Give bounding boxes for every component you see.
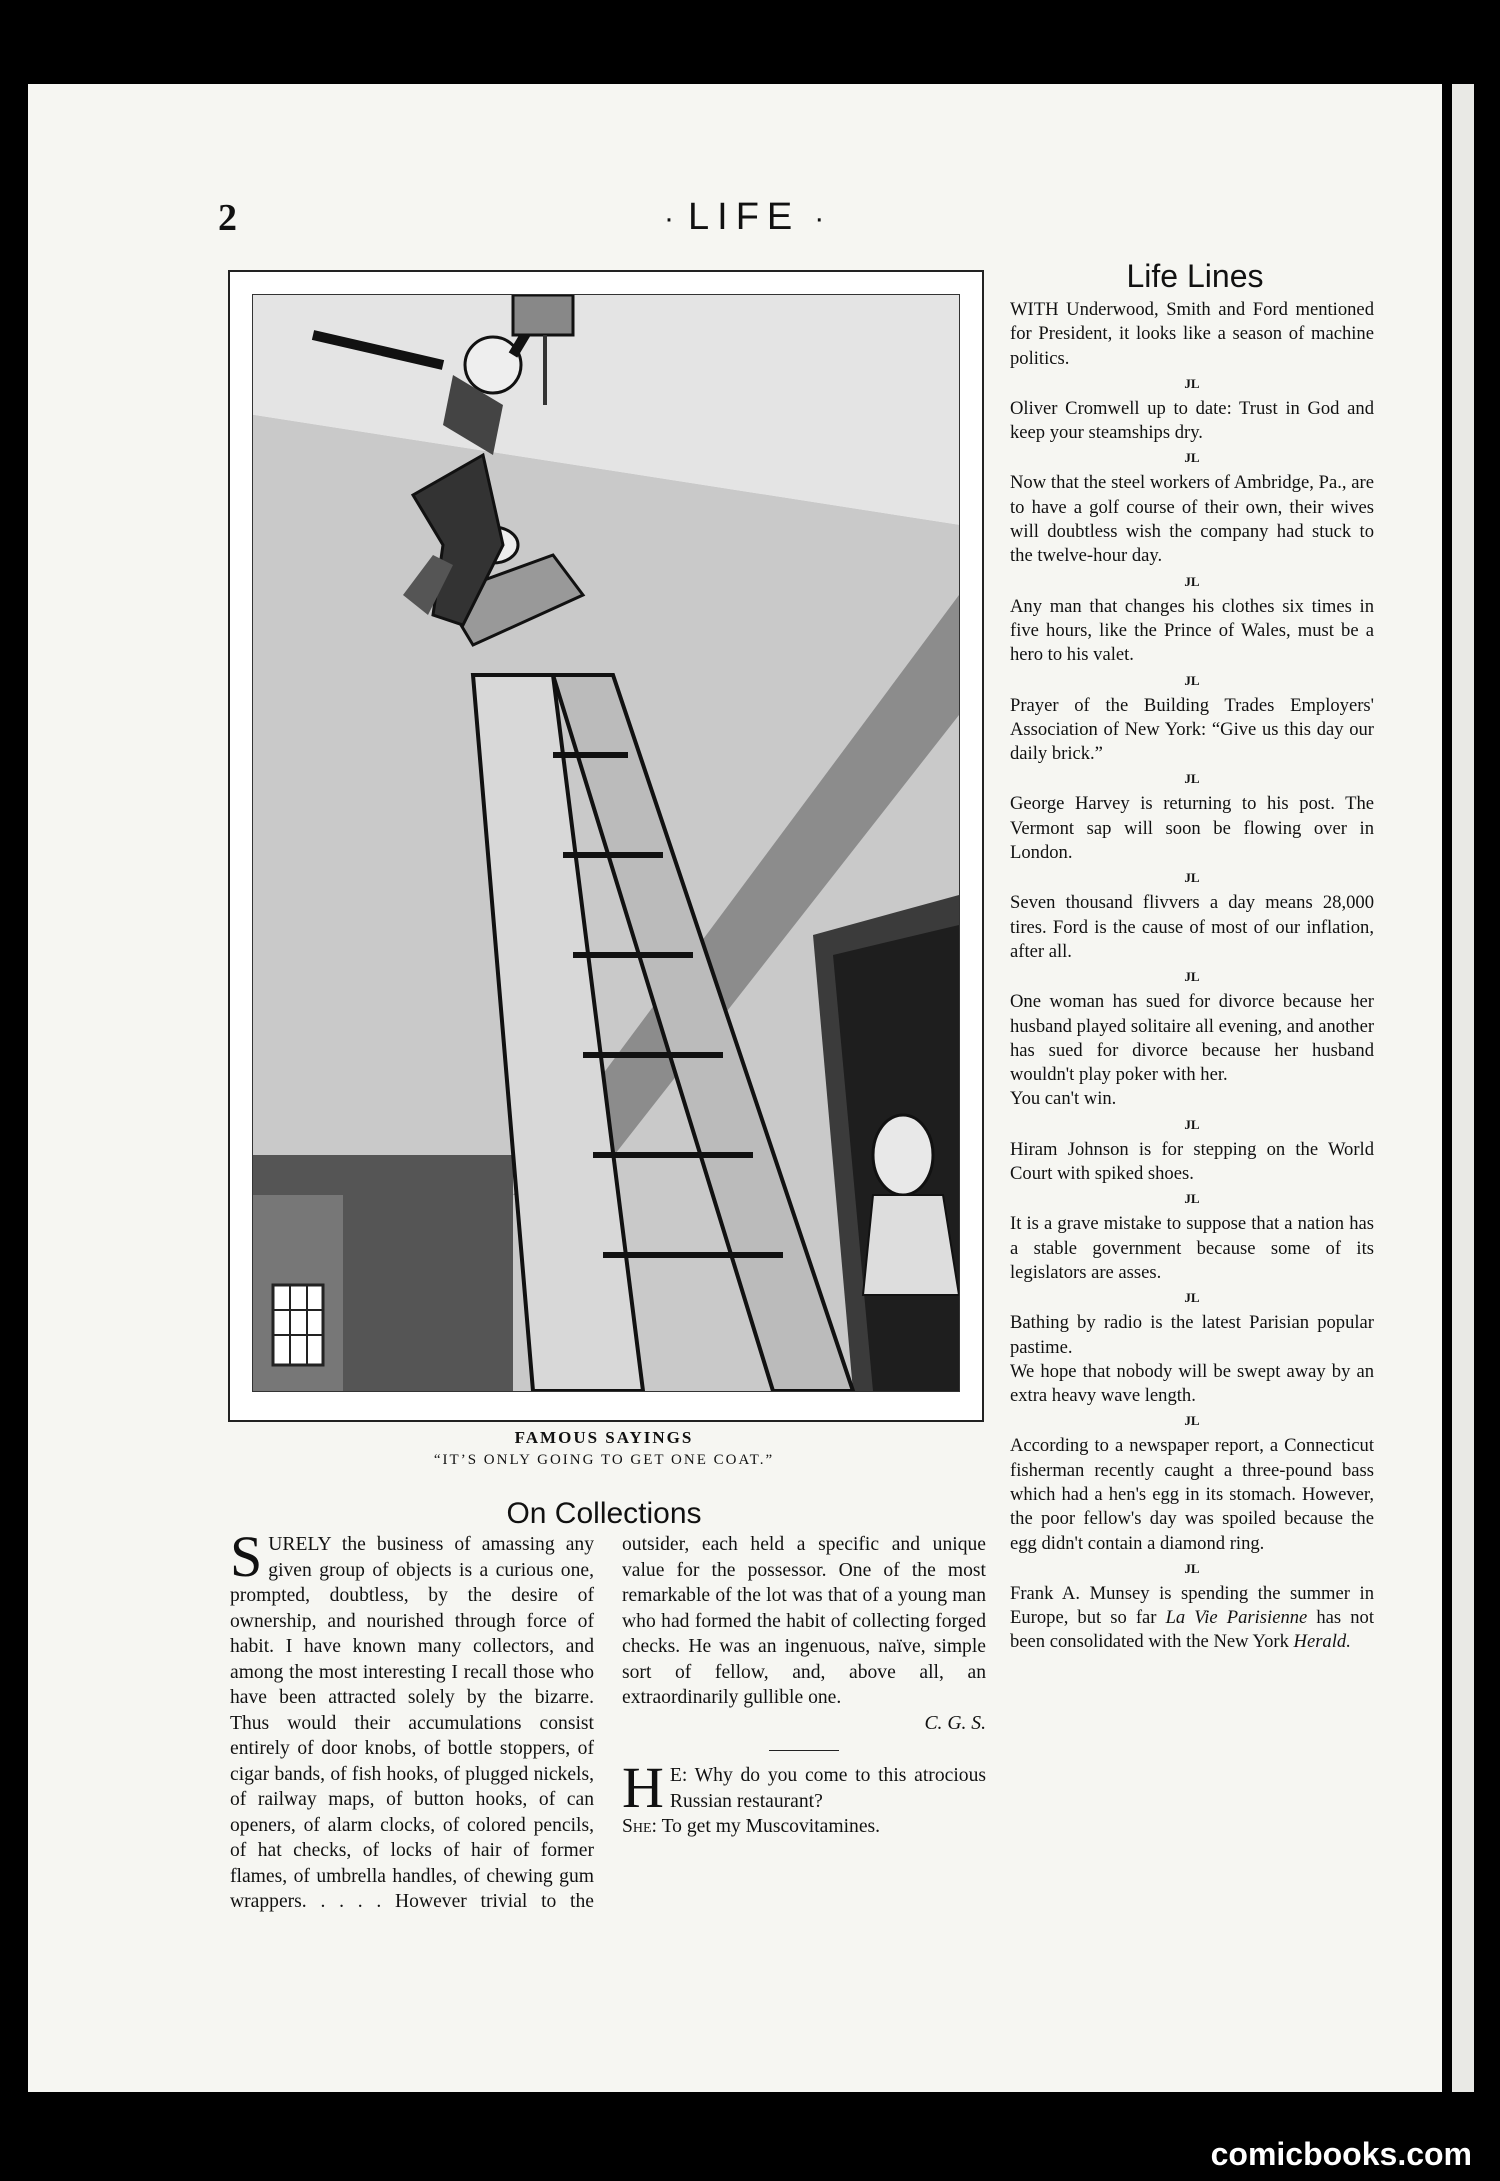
- life-line-item: Now that the steel workers of Ambridge, Pa., are to have a golf course of their own, their wives will doubtless wish the company had stuck to the twelve-hour day.: [1010, 472, 1374, 567]
- life-line-item: George Harvey is returning to his post. The Vermont sap will soon be flowing over in London.: [1010, 793, 1374, 864]
- painter-on-ladder-drawing: [253, 295, 959, 1391]
- signature: C. G. S.: [924, 1712, 986, 1734]
- item-separator: JL: [1184, 375, 1200, 391]
- item-separator: JL: [1184, 969, 1200, 985]
- item-separator: JL: [1184, 870, 1200, 886]
- life-line-item: Bathing by radio is the latest Parisian popular pastime.: [1010, 1312, 1374, 1358]
- cartoon-caption-quote: “IT’S ONLY GOING TO GET ONE COAT.”: [433, 1452, 775, 1468]
- item-separator: JL: [1184, 573, 1200, 589]
- cartoon-illustration: [252, 294, 960, 1392]
- item-separator: JL: [1184, 450, 1200, 466]
- item-separator: JL: [1184, 1116, 1200, 1132]
- dropcap-s: S: [230, 1524, 263, 1589]
- life-lines-title: Life Lines: [1126, 258, 1264, 294]
- dropcap-h: H: [622, 1755, 664, 1820]
- watermark: comicbooks.com: [1210, 2136, 1472, 2172]
- life-line-item: You can't win.: [1010, 1088, 1117, 1110]
- next-page-edge: [1452, 84, 1474, 2092]
- life-line-item: Any man that changes his clothes six times in five hours, like the Prince of Wales, must be a hero to his valet.: [1010, 595, 1374, 666]
- joke-he: H E: Why do you come to this atrocious Russian restaurant?: [622, 1755, 986, 1820]
- page-header: [0, 196, 1500, 246]
- life-line-item-last: Frank A. Munsey is spending the summer in Europe, but so far La Vie Parisienne has not been consolidated with the New York Herald.: [1010, 1582, 1375, 1653]
- life-line-item: Prayer of the Building Trades Employers' Association of New York: “Give us this day our daily brick.”: [1010, 694, 1374, 765]
- life-line-item: Seven thousand flivvers a day means 28,000 tires. Ford is the cause of most of our inflation, after all.: [1010, 892, 1374, 962]
- life-line-item: According to a newspaper report, a Connecticut fisherman recently caught a three-pound bass which had a hen's egg in its stomach. However, the poor fellow's day was spoiled because the egg didn't contain a diamond ring.: [1010, 1435, 1374, 1554]
- on-collections-columns: [230, 1524, 986, 1922]
- joke-she: She: To get my Muscovitamines.: [622, 1816, 881, 1837]
- life-line-item: Hiram Johnson is for stepping on the World Court with spiked shoes.: [1010, 1138, 1374, 1185]
- page-number: 2: [218, 197, 237, 239]
- life-line-item: WITH Underwood, Smith and Ford mentioned for President, it looks like a season of machine politics.: [1010, 299, 1374, 369]
- item-separator: JL: [1184, 771, 1200, 787]
- life-lines-column: [1010, 298, 1374, 1655]
- item-separator: JL: [1184, 1290, 1200, 1306]
- on-collections-body: SURELY the business of amassing any given group of objects is a curious one, prompted, doubtless, by the desire of ownership, and nourished through force of habit. I have known many collectors, and among the most interesting I recall those who have been attracted solely by the bizarre. Thus would their accumulations consist entirely of door knobs, of bottle stoppers, of cigar bands, of fish hooks, of plugged nickels, of railway maps, of button hooks, of can openers, of alarm clocks, of colored pencils, of hat checks, of locks of hair of former flames, of umbrella handles, of chewing gum wrappers. . . . . However trivial to the outsider, each held a specific and unique value for the possessor. One of the most remarkable of the lot was that of a young man who had formed the habit of collecting forged checks. He was an ingenuous, naïve, simple sort of fellow, and, above all, an extraordinarily gullible one.: [230, 1524, 986, 1912]
- cartoon-caption-title: FAMOUS SAYINGS: [514, 1428, 694, 1447]
- divider: [769, 1750, 839, 1751]
- item-separator: JL: [1184, 672, 1200, 688]
- cartoon-frame: [228, 270, 984, 1422]
- masthead: · LIFE ·: [664, 196, 825, 238]
- life-line-item: We hope that nobody will be swept away by an extra heavy wave length.: [1010, 1360, 1374, 1407]
- on-collections-article: [230, 1524, 986, 1922]
- life-line-item: One woman has sued for divorce because her husband played solitaire all evening, and another has sued for divorce because her husband wouldn't play poker with her.: [1010, 991, 1375, 1086]
- item-separator: JL: [1184, 1413, 1200, 1429]
- item-separator: JL: [1184, 1191, 1200, 1207]
- life-line-item: It is a grave mistake to suppose that a nation has a stable government because some of its legislators are asses.: [1010, 1213, 1374, 1283]
- on-collections-title: On Collections: [506, 1497, 702, 1530]
- item-separator: JL: [1184, 1560, 1200, 1576]
- life-line-item: Oliver Cromwell up to date: Trust in God and keep your steamships dry.: [1010, 397, 1374, 444]
